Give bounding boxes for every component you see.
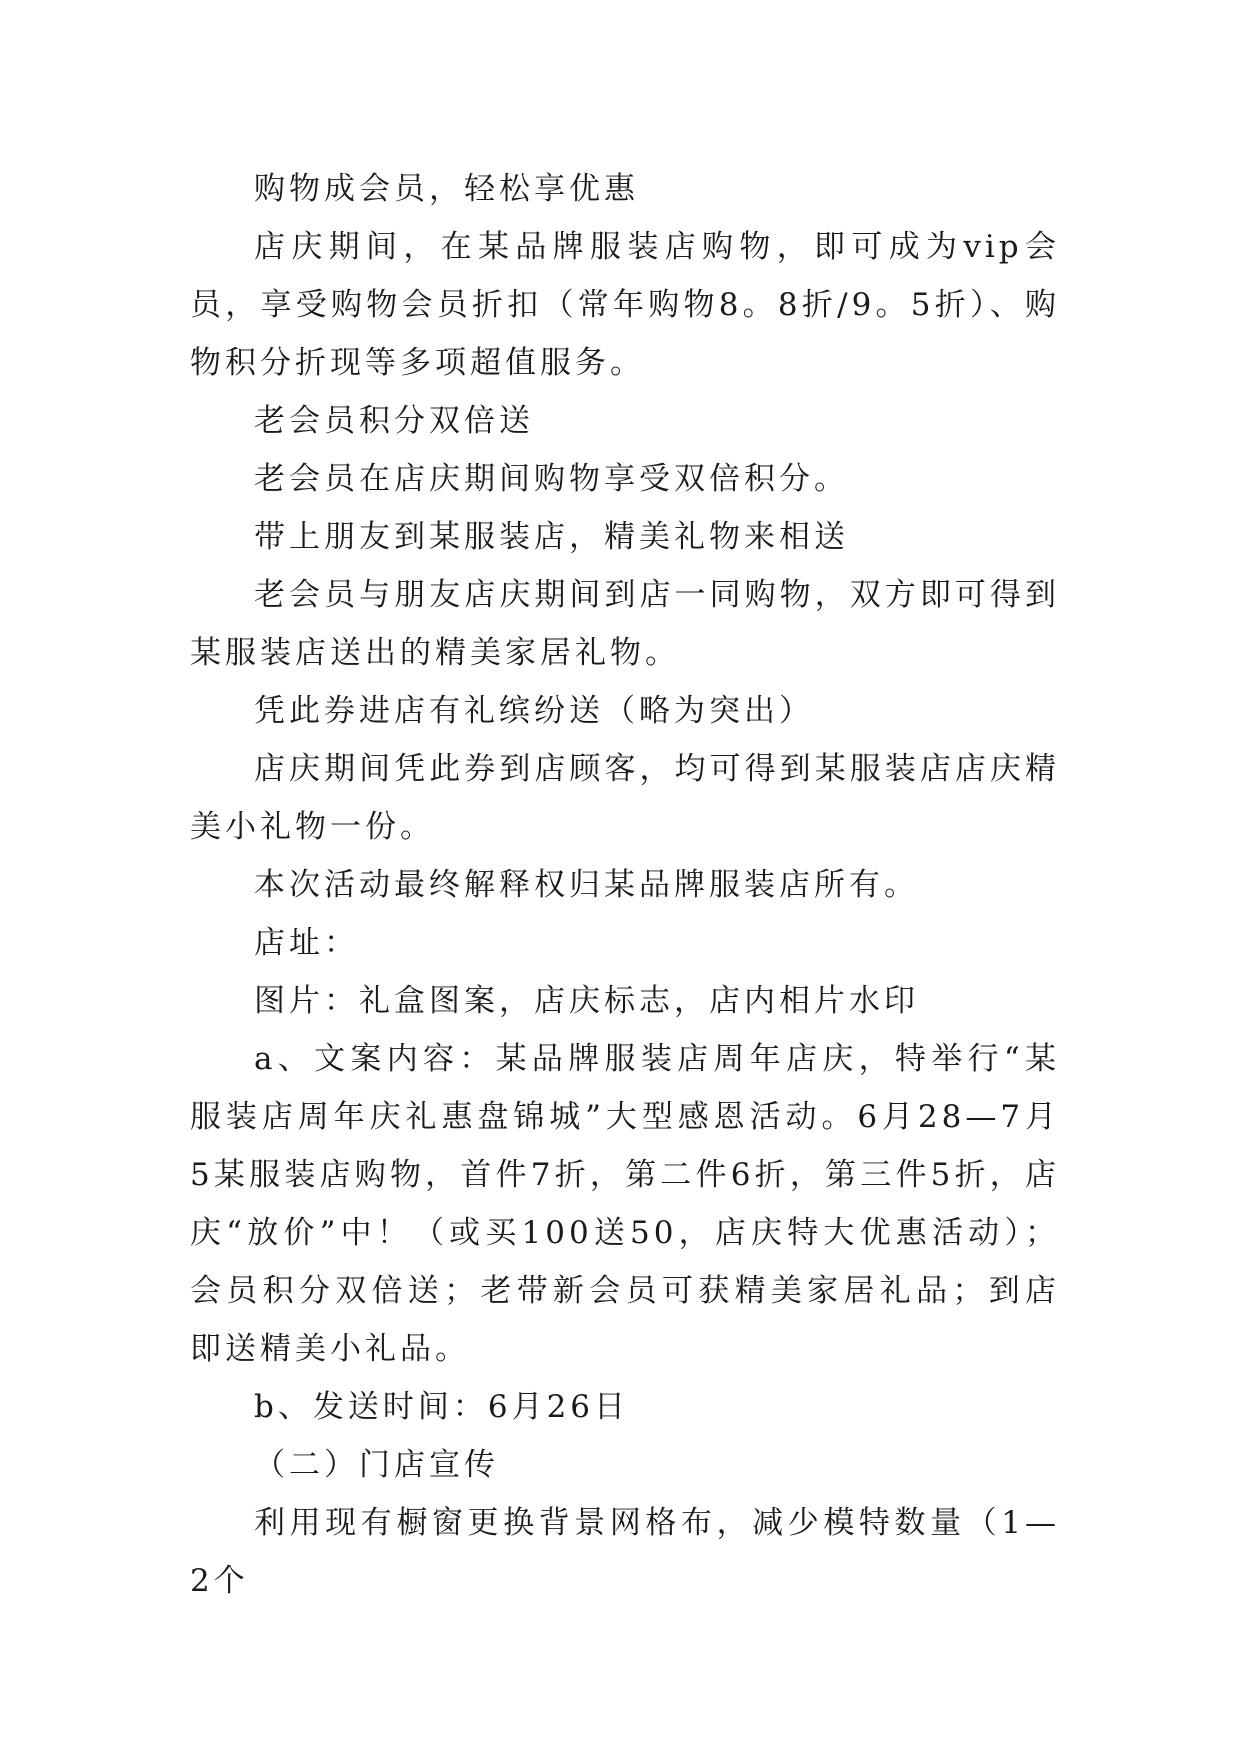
paragraph-vip-membership: 店庆期间，在某品牌服装店购物，即可成为vip会员，享受购物会员折扣（常年购物8。8折/9。5折）、购物积分折现等多项超值服务。: [190, 229, 1060, 381]
heading-member-benefit: 购物成会员，轻松享优惠: [254, 171, 639, 207]
heading-bring-friends: 带上朋友到某服装店，精美礼物来相送: [254, 519, 849, 555]
paragraph-double-points: 老会员在店庆期间购物享受双倍积分。: [254, 461, 849, 497]
heading-store-promotion: （二）门店宣传: [254, 1447, 499, 1483]
paragraph-coupon: 店庆期间凭此券到店顾客，均可得到某服装店店庆精美小礼物一份。: [190, 751, 1060, 845]
paragraph-bring-friends: 老会员与朋友店庆期间到店一同购物，双方即可得到某服装店送出的精美家居礼物。: [190, 577, 1060, 671]
document-body: [190, 160, 1060, 1610]
paragraph-store-address: 店址：: [254, 925, 359, 961]
paragraph-images: 图片：礼盒图案，店庆标志，店内相片水印: [254, 983, 919, 1019]
paragraph-send-time: b、发送时间：6月26日: [254, 1389, 630, 1425]
paragraph-final-interpretation: 本次活动最终解释权归某品牌服装店所有。: [254, 867, 919, 903]
paragraph-copy-content: a、文案内容：某品牌服装店周年店庆，特举行“某服装店周年庆礼惠盘锦城”大型感恩活动。6月28—7月5某服装店购物，首件7折，第二件6折，第三件5折，店庆“放价”中！（或买100送50，店庆特大优惠活动）；会员积分双倍送；老带新会员可获精美家居礼品；到店即送精美小礼品。: [190, 1041, 1060, 1367]
paragraph-window-display: 利用现有橱窗更换背景网格布，减少模特数量（1—2个: [190, 1505, 1060, 1599]
heading-double-points: 老会员积分双倍送: [254, 403, 534, 439]
heading-coupon: 凭此券进店有礼缤纷送（略为突出）: [254, 693, 814, 729]
